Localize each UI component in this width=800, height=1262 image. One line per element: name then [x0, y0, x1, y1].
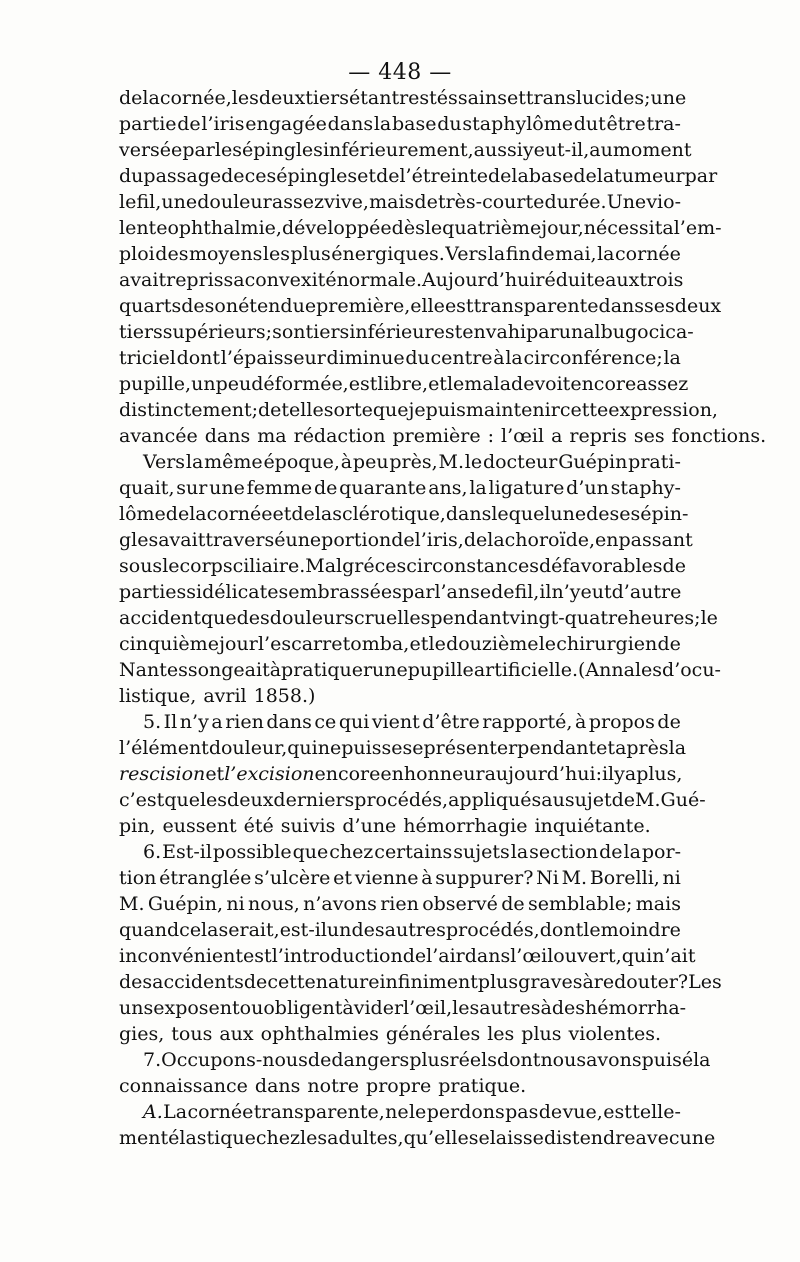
text-line: 5. Il n’y a rien dans ce qui vient d’être rapporté, à propos de	[143, 711, 681, 733]
text-line: avait repris sa convexité normale. Aujourd’hui réduite aux trois	[119, 269, 684, 291]
text-line: rescision et l’excision encore en honneur aujourd’hui : il y a plus,	[119, 763, 683, 785]
text-line: versée par les épingles inférieurement, aussi y eut-il, au moment	[119, 139, 692, 161]
text-line: partie de l’iris engagée dans la base du staphylôme dut être tra-	[119, 113, 681, 135]
text-line: c’est que les deux derniers procédés, appliqués au sujet de M. Gué-	[119, 789, 706, 811]
text-line: gles avait traversé une portion de l’iris, de la choroïde, en passant	[119, 529, 693, 551]
text-line: quait, sur une femme de quarante ans, la ligature d’un staphy-	[119, 477, 681, 499]
text-line: sous le corps ciliaire. Malgré ces circonstances défavorables de	[119, 555, 686, 577]
text-line: tion étranglée s’ulcère et vienne à suppurer? Ni M. Borelli, ni	[119, 867, 681, 889]
text-line: Vers la même époque, à peu près, M. le docteur Guépin prati-	[143, 451, 681, 473]
text-line: avancée dans ma rédaction première : l’œil a repris ses fonctions.	[119, 425, 767, 447]
text-line: distinctement; de telle sorte que je puis maintenir cette expression,	[119, 399, 718, 421]
text-line: triciel dont l’épaisseur diminue du centre à la circonférence; la	[119, 347, 681, 369]
text-line: cinquième jour l’escarre tomba, et le douzième le chirurgien de	[119, 633, 681, 655]
text-line: uns exposent ou obligent à vider l’œil, les autres à des hémorrha-	[119, 997, 687, 1019]
text-line: quarts de son étendue première, elle est transparente dans ses deux	[119, 295, 722, 317]
text-line: ploi des moyens les plus énergiques. Vers la fin de mai, la cornée	[119, 243, 681, 265]
text-line: quand cela serait, est-il un des autres procédés, dont le moindre	[119, 919, 681, 941]
text-line: le fil, une douleur assez vive, mais de très-courte durée. Une vio-	[119, 191, 681, 213]
text-line: 7. Occupons-nous de dangers plus réels dont nous avons puisé la	[143, 1049, 711, 1071]
text-line: lente ophthalmie, développée dès le quatrième jour, nécessita l’em-	[119, 217, 722, 239]
text-line: lôme de la cornée et de la sclérotique, dans lequel une de ses épin-	[119, 503, 689, 525]
text-line: inconvénient est l’introduction de l’air dans l’œil ouvert, qui n’ait	[119, 945, 696, 967]
text-line: accident que des douleurs cruelles pendant vingt-quatre heures; le	[119, 607, 718, 629]
text-line: pin, eussent été suivis d’une hémorrhagie inquiétante.	[119, 815, 651, 837]
text-line: gies, tous aux ophthalmies générales les plus violentes.	[119, 1023, 661, 1045]
text-line: tiers supérieurs ; son tiers inférieur est envahi par un albugo cica-	[119, 321, 694, 343]
text-line: du passage de ces épingles et de l’étreinte de la base de la tumeur par	[119, 165, 718, 187]
text-line: ment élastique chez les adultes, qu’elle se laisse distendre avec une	[119, 1127, 716, 1149]
text-line: des accidents de cette nature infiniment plus graves à redouter? Les	[119, 971, 722, 993]
text-line: 6. Est-il possible que chez certains sujets la section de la por-	[143, 841, 681, 863]
text-line: pupille, un peu déformée, est libre, et le malade voit encore assez	[119, 373, 689, 395]
text-line: A. La cornée transparente, ne le perdons pas de vue, est telle-	[143, 1101, 681, 1123]
text-line: parties si délicates embrassées par l’anse de fil, il n’y eut d’autre	[119, 581, 682, 603]
body-text	[119, 85, 767, 1151]
text-line: connaissance dans notre propre pratique.	[119, 1075, 527, 1097]
text-line: de la cornée, les deux tiers étant restés sains et translucides; une	[119, 87, 687, 109]
text-line: listique, avril 1858.)	[119, 685, 316, 707]
page-number: — 448 —	[348, 60, 452, 85]
text-line: M. Guépin, ni nous, n’avons rien observé de semblable; mais	[119, 893, 681, 915]
text-line: l’élément douleur, qui ne puisse se présenter pendant et après la	[119, 737, 687, 759]
text-line: Nantes songeait à pratiquer une pupille artificielle. (Annales d’ocu-	[119, 659, 721, 681]
